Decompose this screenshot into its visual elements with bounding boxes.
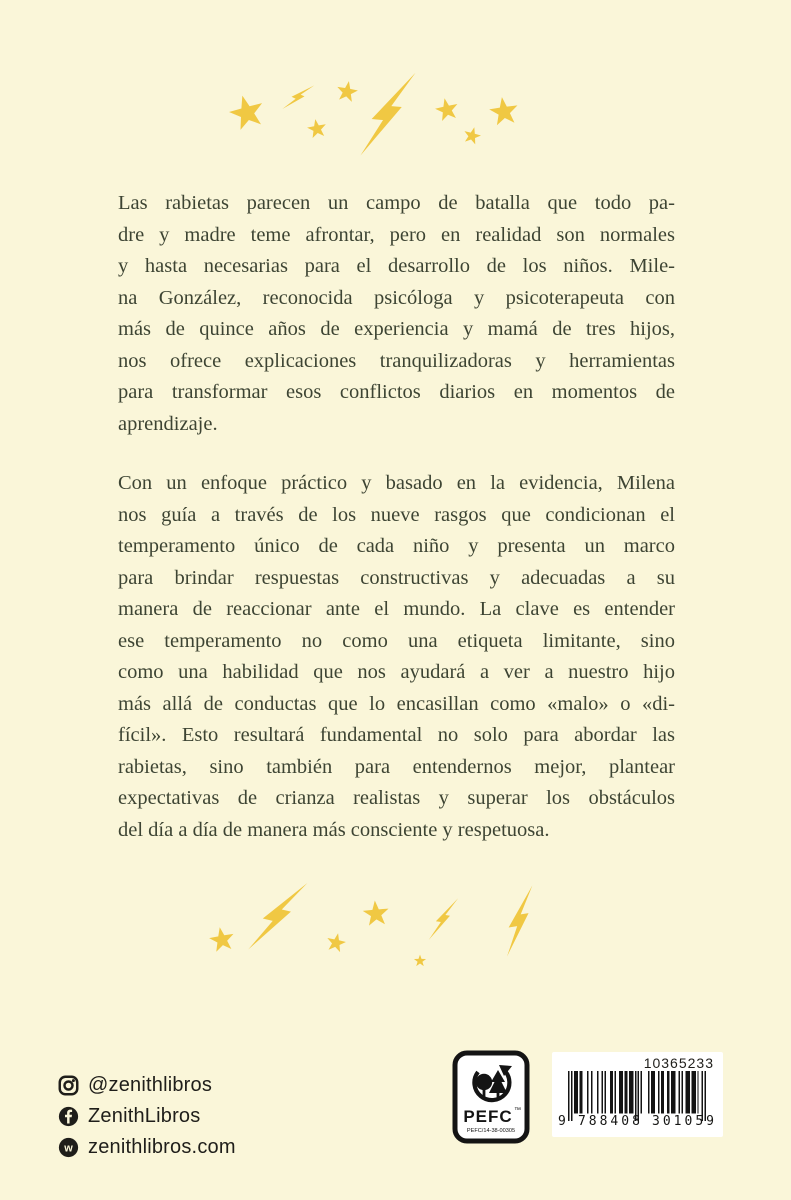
blurb-line: nos ofrece explicaciones tranquilizadoras y herramientas [118,349,675,372]
blurb-line: para transformar esos conflictos diarios en momentos de [118,381,675,403]
star-icon [488,95,520,126]
lightning-bolt-icon [502,885,537,956]
sparkle-cluster-top [218,62,548,167]
blurb-line: Con un enfoque práctico y basado en la evidencia, Milena [118,472,675,494]
product-number: 10365233 [643,1055,714,1071]
facebook-handle: ZenithLibros [88,1105,201,1127]
blurb-line: nos guía a través de los nueve rasgos que condicionan el [118,503,675,526]
instagram-handle: @zenithlibros [88,1074,213,1096]
blurb-line: fícil». Esto resultará fundamental no solo para abordar las [118,724,675,746]
blurb-paragraph-2 [118,468,675,846]
blurb-line: dre y madre teme afrontar, pero en realidad son normales [118,223,675,246]
web-icon [58,1137,79,1158]
lightning-bolt-icon [429,894,458,945]
website-url: zenithlibros.com [88,1136,236,1158]
blurb-line: del día a día de manera más consciente y respetuosa. [118,818,550,841]
social-row-instagram [58,1070,236,1101]
star-icon [208,925,236,952]
blurb-line: na González, reconocida psicóloga y psicoterapeuta con [118,286,675,309]
lightning-bolt-icon [360,66,415,163]
blurb-line: temperamento único de cada niño y presenta un marco [118,535,675,557]
blurb-line: Las rabietas parecen un campo de batalla que todo pa- [118,192,675,214]
social-row-website [58,1132,236,1163]
star-icon [462,125,483,145]
pefc-certification-logo [452,1050,530,1144]
blurb-line: manera de reaccionar ante el mundo. La clave es entender [118,598,675,620]
lightning-bolt-icon [248,872,307,961]
blurb-line: más allá de conductas que lo encasillan como «malo» o «di- [118,692,675,715]
barcode-label [552,1052,723,1137]
blurb-line: aprendizaje. [118,412,218,435]
blurb-line: más de quince años de experiencia y mamá de tres hijos, [118,318,675,340]
isbn-digit-group: 788408 [577,1114,643,1129]
blurb-paragraph-1 [118,188,675,440]
pefc-trademark: ™ [514,1107,521,1114]
blurb-line: como una habilidad que nos ayudará a ver a nuestro hijo [118,661,675,683]
isbn-digit-group: 301059 [652,1114,717,1129]
star-icon [335,79,359,102]
sparkle-cluster-bottom [195,872,555,977]
blurb-line: expectativas de crianza realistas y superar los obstáculos [118,787,675,809]
blurb-line: rabietas, sino también para entendernos mejor, plantear [118,755,675,778]
star-icon [306,118,328,139]
pefc-wordmark: PEFC [463,1107,513,1126]
star-icon [362,899,390,926]
blurb-line: ese temperamento no como una etiqueta limitante, sino [118,629,675,652]
facebook-icon [58,1106,79,1127]
svg-text:w: w [64,1142,73,1155]
star-icon [414,955,426,967]
instagram-icon [58,1075,79,1096]
star-icon [325,931,347,953]
social-links-block [58,1070,236,1163]
star-icon [226,91,267,131]
blurb-line: y hasta necesarias para el desarrollo de los niños. Mile- [118,255,675,277]
star-icon [433,96,460,122]
blurb-line: para brindar respuestas constructivas y adecuadas a su [118,566,675,589]
social-row-facebook [58,1101,236,1132]
pefc-round-tree [476,1074,492,1090]
lightning-bolt-icon [282,77,314,117]
pefc-license-code: PEFC/14-38-00305 [466,1128,516,1134]
isbn-digits [558,1114,717,1129]
isbn-digit-group: 9 [558,1114,569,1129]
